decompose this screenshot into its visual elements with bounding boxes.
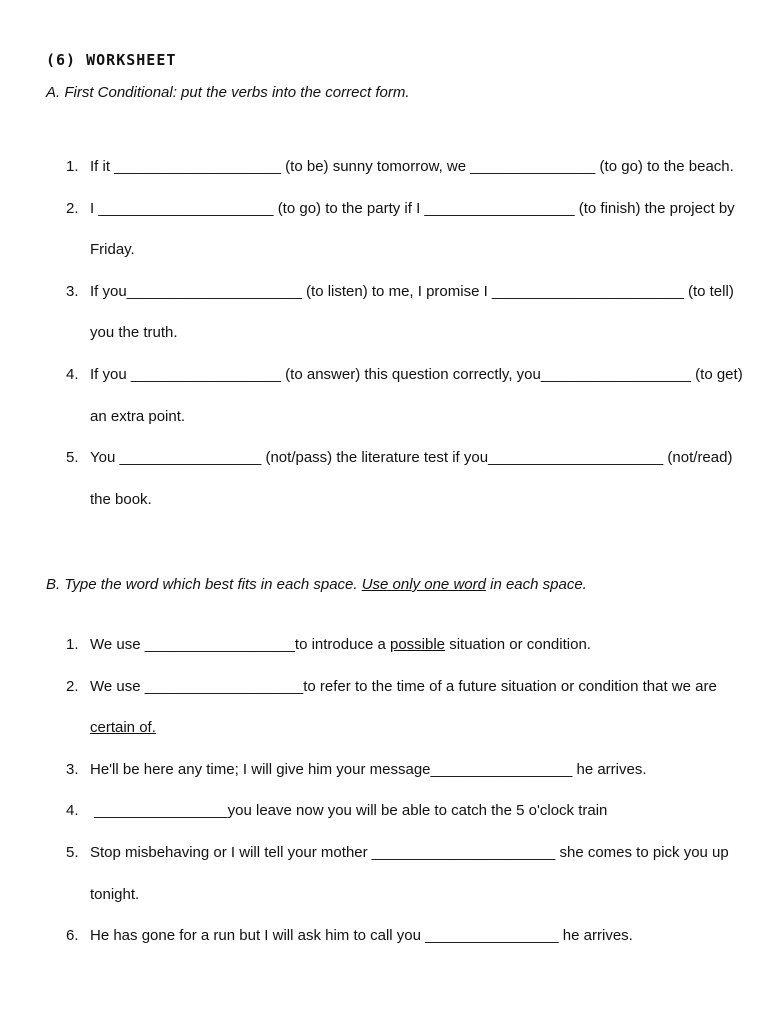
item-text-emphasis: possible: [389, 636, 446, 653]
item-text-continued: tonight.: [90, 885, 140, 903]
item-number: 1.: [66, 158, 79, 175]
exercise-item-b5: [0, 832, 768, 915]
instruction-text: B. Type the word which best fits in each space.: [46, 576, 362, 593]
item-number: 2.: [66, 677, 79, 695]
section-b-instruction: [46, 576, 587, 593]
item-number: 2.: [66, 199, 79, 217]
item-text: If you __________________ (to answer) this question correctly, you__________________ (to get): [90, 365, 743, 383]
exercise-item-b1: [0, 624, 768, 666]
instruction-emphasis: Use only one word: [361, 576, 486, 593]
item-number: 3.: [66, 760, 79, 778]
item-text-continued: the book.: [90, 490, 152, 508]
item-number: 6.: [66, 927, 79, 945]
exercise-item-a5: [0, 437, 768, 520]
item-number: 4.: [66, 365, 79, 383]
item-number: 3.: [66, 282, 79, 300]
item-number: 5.: [66, 843, 79, 861]
item-text-continued: Friday.: [90, 241, 135, 259]
exercise-item-a3: [0, 271, 768, 354]
item-text-end: situation or condition.: [445, 636, 591, 653]
exercise-item-b2: [0, 666, 768, 749]
item-text: If you_____________________ (to listen) to me, I promise I _______________________ (to tell): [90, 282, 734, 300]
exercise-item-b3: [0, 749, 768, 791]
item-text-continued: you the truth.: [90, 324, 178, 342]
item-text: [0, 624, 768, 666]
section-b-exercise-list: [0, 624, 768, 957]
item-text-continued: [0, 707, 768, 749]
item-number: 1.: [66, 636, 79, 653]
item-text: He'll be here any time; I will give him your message_________________ he arrives.: [90, 760, 647, 778]
item-text-emphasis: certain of.: [90, 719, 156, 737]
exercise-item-a1: [0, 146, 768, 188]
worksheet-title: (6) WORKSHEET: [46, 51, 177, 69]
item-text-continued: an extra point.: [90, 407, 186, 425]
item-text: He has gone for a run but I will ask him to call you ________________ he arrives.: [90, 927, 633, 945]
item-text: You _________________ (not/pass) the literature test if you_____________________ (not/read): [90, 449, 733, 467]
instruction-text-end: in each space.: [485, 576, 587, 593]
exercise-item-b6: [0, 915, 768, 957]
item-text: Stop misbehaving or I will tell your mother ______________________ she comes to pick you up: [90, 843, 729, 861]
item-text-start: We use __________________to introduce a: [90, 636, 390, 653]
item-number: 5.: [66, 449, 79, 467]
item-number: 4.: [66, 802, 79, 820]
section-a-exercise-list: [0, 146, 768, 520]
item-text: I _____________________ (to go) to the party if I __________________ (to finish) the project by: [90, 199, 735, 217]
exercise-item-a4: [0, 354, 768, 437]
item-text: If it ____________________ (to be) sunny tomorrow, we _______________ (to go) to the beach.: [90, 158, 734, 175]
exercise-item-a2: [0, 188, 768, 271]
item-text: We use ___________________to refer to the time of a future situation or condition that we are: [90, 677, 717, 695]
item-text: ________________you leave now you will be able to catch the 5 o'clock train: [90, 802, 608, 820]
exercise-item-b4: [0, 790, 768, 832]
section-a-instruction: A. First Conditional: put the verbs into the correct form.: [46, 84, 410, 101]
